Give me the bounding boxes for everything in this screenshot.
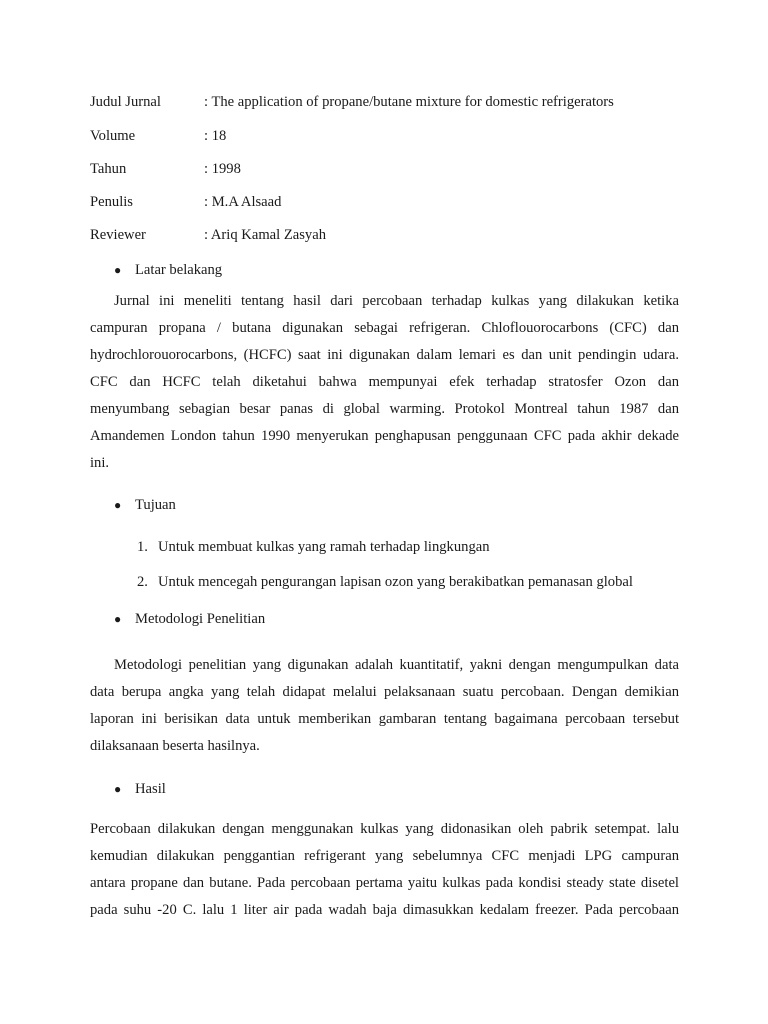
- paragraph-line: Amandemen London tahun 1990 menyerukan penghapusan penggunaan CFC pada akhir dekade: [90, 428, 679, 444]
- section-heading-text: Latar belakang: [135, 262, 223, 278]
- paragraph-line: campuran propana / butana digunakan sebagai refrigeran. Chloflouorocarbons (CFC) dan: [90, 320, 679, 336]
- meta-value: : The application of propane/butane mixture for domestic refrigerators: [204, 94, 614, 110]
- meta-row-reviewer: [90, 225, 690, 245]
- paragraph-line: ini.: [90, 455, 110, 471]
- paragraph-line: Metodologi penelitian yang digunakan adalah kuantitatif, yakni dengan mengumpulkan data: [114, 657, 679, 673]
- meta-row-volume: [90, 126, 690, 146]
- section-heading-text: Tujuan: [135, 497, 176, 513]
- meta-label: Penulis: [90, 194, 133, 210]
- paragraph-line: hydrochlorouorocarbons, (HCFC) saat ini digunakan dalam lemari es dan unit pendingin udara.: [90, 347, 679, 363]
- bullet-icon: ●: [114, 498, 122, 512]
- paragraph-line: laporan ini berisikan data untuk memberikan gambaran tentang bagaimana percobaan tersebut: [90, 711, 679, 727]
- paragraph-hasil: [90, 816, 679, 924]
- paragraph-line: Percobaan dilakukan dengan menggunakan kulkas yang didonasikan oleh pabrik setempat. lalu: [90, 821, 679, 837]
- paragraph-line: antara propane dan butane. Pada percobaan pertama yaitu kulkas pada kondisi steady state disetel: [90, 875, 679, 891]
- paragraph-line: dilaksanaan beserta hasilnya.: [90, 738, 260, 754]
- list-number: 1.: [137, 539, 148, 555]
- bullet-icon: ●: [114, 263, 122, 277]
- section-heading-text: Metodologi Penelitian: [135, 611, 266, 627]
- section-heading-text: Hasil: [135, 781, 166, 797]
- paragraph-line: menyumbang sebagian besar panas di global warming. Protokol Montreal tahun 1987 dan: [90, 401, 679, 417]
- meta-value: : Ariq Kamal Zasyah: [204, 227, 326, 243]
- paragraph-line: data berupa angka yang telah didapat melalui pelaksanaan suatu percobaan. Dengan demikian: [90, 684, 679, 700]
- meta-row-penulis: [90, 192, 690, 212]
- meta-label: Volume: [90, 128, 136, 144]
- meta-value: : 1998: [204, 161, 241, 177]
- paragraph-line: pada suhu -20 C. lalu 1 liter air pada wadah baja dimasukkan kedalam freezer. Pada percobaan: [90, 902, 679, 918]
- meta-value: : M.A Alsaad: [204, 194, 282, 210]
- meta-label: Tahun: [90, 161, 127, 177]
- bullet-icon: ●: [114, 782, 122, 796]
- paragraph-line: CFC dan HCFC telah diketahui bahwa mempunyai efek terhadap stratosfer Ozon dan: [90, 374, 679, 390]
- list-item-text: Untuk membuat kulkas yang ramah terhadap lingkungan: [158, 539, 490, 555]
- bullet-icon: ●: [114, 612, 122, 626]
- meta-label: Reviewer: [90, 227, 146, 243]
- meta-row-tahun: [90, 159, 690, 179]
- paragraph-latar-belakang: [90, 288, 679, 477]
- paragraph-metodologi: [90, 652, 679, 760]
- meta-label: Judul Jurnal: [90, 94, 161, 110]
- paragraph-line: kemudian dilakukan penggantian refrigerant yang sebelumnya CFC menjadi LPG campuran: [90, 848, 679, 864]
- list-item-text: Untuk mencegah pengurangan lapisan ozon yang berakibatkan pemanasan global: [158, 574, 633, 590]
- meta-row-judul: [90, 92, 690, 112]
- meta-value: : 18: [204, 128, 227, 144]
- list-number: 2.: [137, 574, 148, 590]
- paragraph-line: Jurnal ini meneliti tentang hasil dari percobaan terhadap kulkas yang dilakukan ketika: [114, 293, 679, 309]
